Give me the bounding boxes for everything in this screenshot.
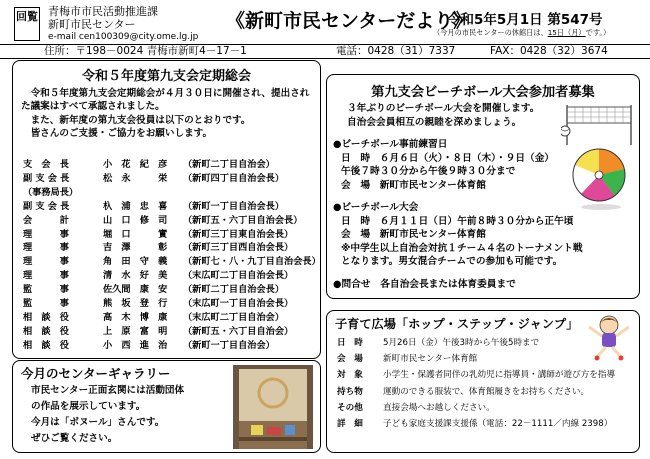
officer-role: 副 支 会 長	[23, 200, 70, 212]
intro-line-2: 自治会会員相互の親睦を深めましょう。	[347, 116, 522, 128]
beachball-section	[326, 74, 640, 299]
officer-name: 清 水 好 美	[103, 270, 168, 282]
tournament-line-2: 会 場 新町市民センター体育館	[341, 229, 486, 240]
closed-suffix: です。）	[585, 28, 611, 37]
officer-role: 理 事	[23, 256, 69, 268]
officer-assoc: （末広町二丁目自治会）	[183, 311, 285, 323]
gallery-line-3: 今月は「ボヌール」さんです。	[31, 417, 165, 428]
officer-assoc: （新町二丁目自治会）	[183, 159, 275, 170]
officer-role: 理 事	[23, 228, 69, 240]
gallery-line-4: ぜひご覧ください。	[31, 433, 118, 444]
beach-ball-icon	[571, 145, 631, 211]
closed-day: 15日（月）	[547, 28, 586, 37]
tournament-line-4: となります。男女混合チームでの参加も可能です。	[341, 256, 563, 267]
meeting-heading: 令和５年度第九支会定期総会	[81, 69, 251, 84]
officer-name: 小 花 紀 彦	[103, 159, 168, 170]
practice-line-3: 会 場 新町市民センター体育館	[341, 179, 486, 191]
officer-name: 角 田 守 義	[103, 256, 168, 268]
beachball-body	[333, 102, 583, 291]
officer-role: 会 計	[23, 214, 69, 226]
officer-name: 松 永 栄	[103, 172, 168, 184]
meeting-paragraph-2: また、新年度の第九支会役員は以下のとおりです。	[30, 114, 251, 126]
officer-role: 理 事	[23, 270, 69, 282]
gallery-section	[12, 360, 321, 453]
meeting-section	[12, 60, 321, 359]
meeting-body	[13, 84, 320, 140]
meeting-paragraph-1: 令和５年度第九支会定期総会が４月３０日に開催され、提出された議案はすべて承認されました。	[21, 88, 310, 113]
officer-name: 佐久間 康 安	[103, 284, 168, 296]
officer-assoc: （新町七・八・九丁目自治会長）	[183, 256, 321, 268]
address-text: 住所：〒198－0024 青梅市新町4－17－1	[44, 45, 247, 57]
kids-row: その他 直接会場へお越しください。	[337, 402, 495, 413]
kids-row: 詳 細 子ども家庭支援課支援係（電話：22－1111／内線 2398）	[337, 419, 613, 430]
officer-role: 相 談 役	[23, 325, 69, 337]
intro-line-1: ３年ぶりのビーチボール大会を開催します。	[347, 103, 540, 114]
officer-assoc: （新町一丁目自治会長）	[183, 200, 285, 212]
officer-role: 監 事	[23, 284, 69, 296]
officer-table	[23, 158, 321, 353]
officer-assoc: （新町三丁目西自治会長）	[183, 242, 294, 254]
officer-role: （事務局長）	[23, 186, 79, 198]
officer-role: 監 事	[23, 298, 69, 309]
officer-assoc: （新町五・六丁目自治会）	[183, 325, 294, 337]
org-line-1: 青梅市市民活動推進課	[48, 5, 158, 18]
address-bar	[0, 44, 650, 59]
org-line-2: 新町市民センター	[48, 18, 136, 31]
practice-line-2: 午後７時３０分から午後９時３０分まで	[341, 166, 516, 177]
issue-date: 令和5年5月1日 第547号	[447, 12, 603, 28]
gallery-line-1: 市民センター正面玄関には活動団体	[31, 385, 185, 396]
closed-prefix: （今月の市民センターの休館日は、	[433, 28, 548, 37]
officer-assoc: （末広町二丁目自治会長）	[183, 270, 294, 282]
officer-assoc: （新町三丁目東自治会長）	[183, 228, 294, 240]
kids-row: 持ち物 運動のできる服装で、体育館履きをお持ちください。	[337, 386, 590, 397]
practice-line-1: 日 時 ６月６日（火）・８日（木）・９日（金）	[341, 152, 555, 164]
officer-name: 吉 澤 彰	[103, 242, 168, 254]
officer-role: 副 支 会 長	[23, 172, 70, 184]
kids-row: 対 象 小学生・保護者同伴の乳幼児に指導員・講師が遊び方を指導	[337, 370, 616, 381]
officer-assoc: （新町一丁目自治会）	[183, 339, 275, 351]
jumping-child-icon	[583, 313, 635, 363]
kids-plaza-section	[326, 310, 640, 453]
tournament-line-3: ※中学生以上自治会対抗１チーム４名のトーナメント戦	[341, 242, 583, 254]
tournament-line-1: 日 時 ６月１１日（日）午前８時３０分から正午頃	[341, 215, 574, 227]
officer-name: 堀 口 實	[103, 228, 168, 240]
officer-name: 高 木 博 康	[103, 311, 168, 323]
kids-plaza-heading: 子育て広場「ホップ・ステップ・ジャンプ」	[335, 317, 579, 331]
closed-day-note	[433, 28, 610, 38]
email-link[interactable]: e-mail cen100309@city.ome.lg.jp	[48, 32, 199, 42]
officer-role: 支 会 長	[23, 159, 69, 170]
contact-line: ●問合せ 各自治会長または体育委員まで	[333, 278, 516, 290]
circulation-stamp	[14, 7, 40, 41]
officer-assoc: （新町四丁目自治会長）	[183, 172, 285, 184]
officer-name: 小 西 進 治	[103, 339, 168, 351]
gallery-heading: 今月のセンターギャラリー	[21, 366, 171, 381]
meeting-paragraph-3: 皆さんのご支援・ご協力をお願いします。	[30, 127, 213, 139]
kids-row: 日 時 5月26日（金）午後3時から午後5時まで	[337, 338, 540, 348]
officer-assoc: （末広町一丁目自治会長）	[183, 298, 294, 309]
phone-text: 電話：0428（31）7337	[336, 45, 456, 57]
officer-name: 上 原 富 明	[103, 325, 168, 337]
gallery-line-2: の作品を展示しています。	[31, 401, 146, 412]
newsletter-title: 《新町市民センターだより》	[226, 10, 473, 32]
officer-name: 杁 浦 忠 喜	[103, 200, 168, 212]
volleyball-net-icon	[561, 101, 635, 145]
officer-role: 理 事	[23, 242, 69, 254]
officer-role: 相 談 役	[23, 311, 69, 323]
tournament-title: ●ビーチボール大会	[333, 202, 419, 213]
fax-text: FAX：0428（32）3674	[490, 45, 608, 57]
officer-assoc: （新町五・六丁目自治会長）	[183, 214, 303, 226]
kids-row: 会 場 新町市民センター体育館	[337, 354, 478, 365]
kids-plaza-details	[337, 335, 615, 432]
officer-role: 相 談 役	[23, 339, 69, 351]
officer-name: 山 口 修 司	[103, 214, 168, 226]
officer-assoc: （新町二丁目自治会長）	[183, 284, 285, 296]
gallery-photo	[233, 365, 313, 449]
officer-name: 熊 坂 登 行	[103, 298, 168, 309]
organization-block	[48, 5, 198, 44]
practice-title: ●ビーチボール事前練習日	[333, 139, 448, 150]
gallery-text	[31, 383, 184, 447]
stamp-text: 回覧	[16, 10, 38, 23]
beachball-heading: 第九支会ビーチボール大会参加者募集	[371, 85, 595, 100]
